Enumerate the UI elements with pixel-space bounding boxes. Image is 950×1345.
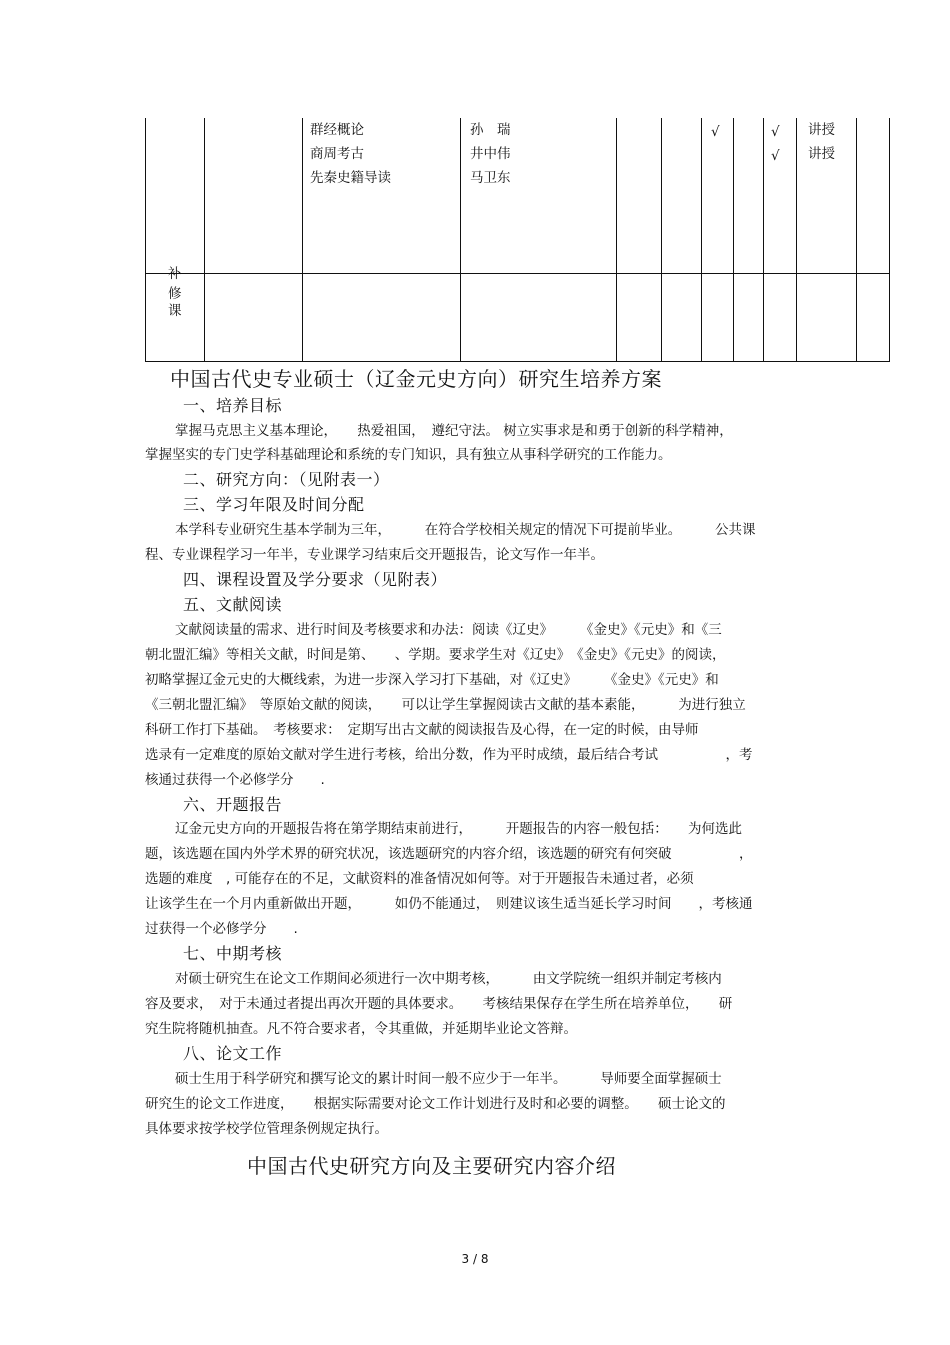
table-border <box>460 118 461 362</box>
section-heading: 三、学习年限及时间分配 <box>183 495 365 514</box>
course-name: 群经概论 <box>310 122 364 138</box>
paragraph-line: 具体要求按学校学位管理条例规定执行。 <box>145 1121 388 1137</box>
bu-label-char: 补 <box>168 266 182 282</box>
teacher-name: 井中伟 <box>470 146 511 162</box>
check-mark: √ <box>771 124 780 140</box>
section-title: 中国古代史研究方向及主要研究内容介绍 <box>247 1154 616 1178</box>
paragraph-line: 科研工作打下基础。 考核要求： 定期写出古文献的阅读报告及心得，在一定的时候，由导师 <box>145 722 699 738</box>
paragraph-line: 究生院将随机抽查。凡不符合要求者，令其重做，并延期毕业论文答辩。 <box>145 1021 577 1037</box>
paragraph-line: 辽金元史方向的开题报告将在第学期结束前进行， 开题报告的内容一般包括： 为何选此 <box>175 821 742 837</box>
section-heading: 二、研究方向：（见附表一） <box>183 470 390 489</box>
paragraph-line: 程、专业课程学习一年半，专业课学习结束后交开题报告，论文写作一年半。 <box>145 547 604 563</box>
paragraph-line: 掌握马克思主义基本理论， 热爱祖国， 遵纪守法。 树立实事求是和勇于创新的科学精神， <box>175 423 733 439</box>
paragraph-line: 对硕士研究生在论文工作期间必须进行一次中期考核， 由文学院统一组织并制定考核内 <box>175 971 722 987</box>
section-heading: 五、文献阅读 <box>183 595 283 614</box>
doc-title: 中国古代史专业硕士（辽金元史方向）研究生培养方案 <box>170 367 662 391</box>
paragraph-line: 题，该选题在国内外学术界的研究状况，该选题研究的内容介绍，该选题的研究有何突破 ， <box>145 846 753 862</box>
paragraph-line: 掌握坚实的专门史学科基础理论和系统的专门知识，具有独立从事科学研究的工作能力。 <box>145 447 672 463</box>
table-border <box>145 273 890 274</box>
check-mark: √ <box>711 124 720 140</box>
section-heading: 一、培养目标 <box>183 396 283 415</box>
table-border <box>856 118 857 362</box>
table-border <box>302 118 303 362</box>
paragraph-line: 选题的难度 , 可能存在的不足，文献资料的准备情况如何等。对于开题报告未通过者，必须 <box>145 871 694 887</box>
paragraph-line: 文献阅读量的需求、进行时间及考核要求和办法：阅读《辽史》 《金史》《元史》和《三 <box>175 622 722 638</box>
check-mark: √ <box>771 148 780 164</box>
bu-label-char: 课 <box>168 303 182 319</box>
paragraph-line: 核通过获得一个必修学分 . <box>145 772 325 788</box>
paragraph-line: 容及要求， 对于未通过者提出再次开题的具体要求。 考核结果保存在学生所在培养单位， 研 <box>145 996 733 1012</box>
course-table <box>145 118 890 362</box>
table-border <box>145 361 890 362</box>
section-heading: 七、中期考核 <box>183 944 283 963</box>
page-number: 3 / 8 <box>461 1252 489 1266</box>
table-border <box>616 118 617 362</box>
table-border <box>145 118 146 362</box>
table-border <box>763 118 764 362</box>
table-border <box>733 118 734 362</box>
teaching-method: 讲授 <box>808 122 835 138</box>
table-border <box>889 118 890 362</box>
table-border <box>661 118 662 362</box>
teaching-method: 讲授 <box>808 146 835 162</box>
paragraph-line: 过获得一个必修学分 . <box>145 921 298 937</box>
paragraph-line: 《三朝北盟汇编》 等原始文献的阅读， 可以让学生掌握阅读古文献的基本素能， 为进行独立 <box>145 697 746 713</box>
section-heading: 四、课程设置及学分要求（见附表） <box>183 570 448 589</box>
table-border <box>701 118 702 362</box>
paragraph-line: 本学科专业研究生基本学制为三年， 在符合学校相关规定的情况下可提前毕业。 公共课 <box>175 522 756 538</box>
section-heading: 六、开题报告 <box>183 795 283 814</box>
paragraph-line: 选录有一定难度的原始文献对学生进行考核，给出分数，作为平时成绩，最后结合考试 ，考 <box>145 747 753 763</box>
paragraph-line: 朝北盟汇编》等相关文献，时间是第、 、学期。要求学生对《辽史》 《金史》《元史》的阅读， <box>145 647 726 663</box>
table-border <box>796 118 797 362</box>
bu-label-char: 修 <box>168 286 182 302</box>
course-name: 商周考古 <box>310 146 364 162</box>
teacher-name: 马卫东 <box>470 170 511 186</box>
paragraph-line: 初略掌握辽金元史的大概线索，为进一步深入学习打下基础，对《辽史》 《金史》《元史》和 <box>145 672 719 688</box>
teacher-name: 孙 瑞 <box>470 122 511 138</box>
paragraph-line: 研究生的论文工作进度， 根据实际需要对论文工作计划进行及时和必要的调整。 硕士论文的 <box>145 1096 726 1112</box>
paragraph-line: 硕士生用于科学研究和撰写论文的累计时间一般不应少于一年半。 导师要全面掌握硕士 <box>175 1071 722 1087</box>
table-border <box>204 118 205 362</box>
course-name: 先秦史籍导读 <box>310 170 391 186</box>
section-heading: 八、论文工作 <box>183 1044 283 1063</box>
paragraph-line: 让该学生在一个月内重新做出开题， 如仍不能通过， 则建议该生适当延长学习时间 ，考核通 <box>145 896 753 912</box>
